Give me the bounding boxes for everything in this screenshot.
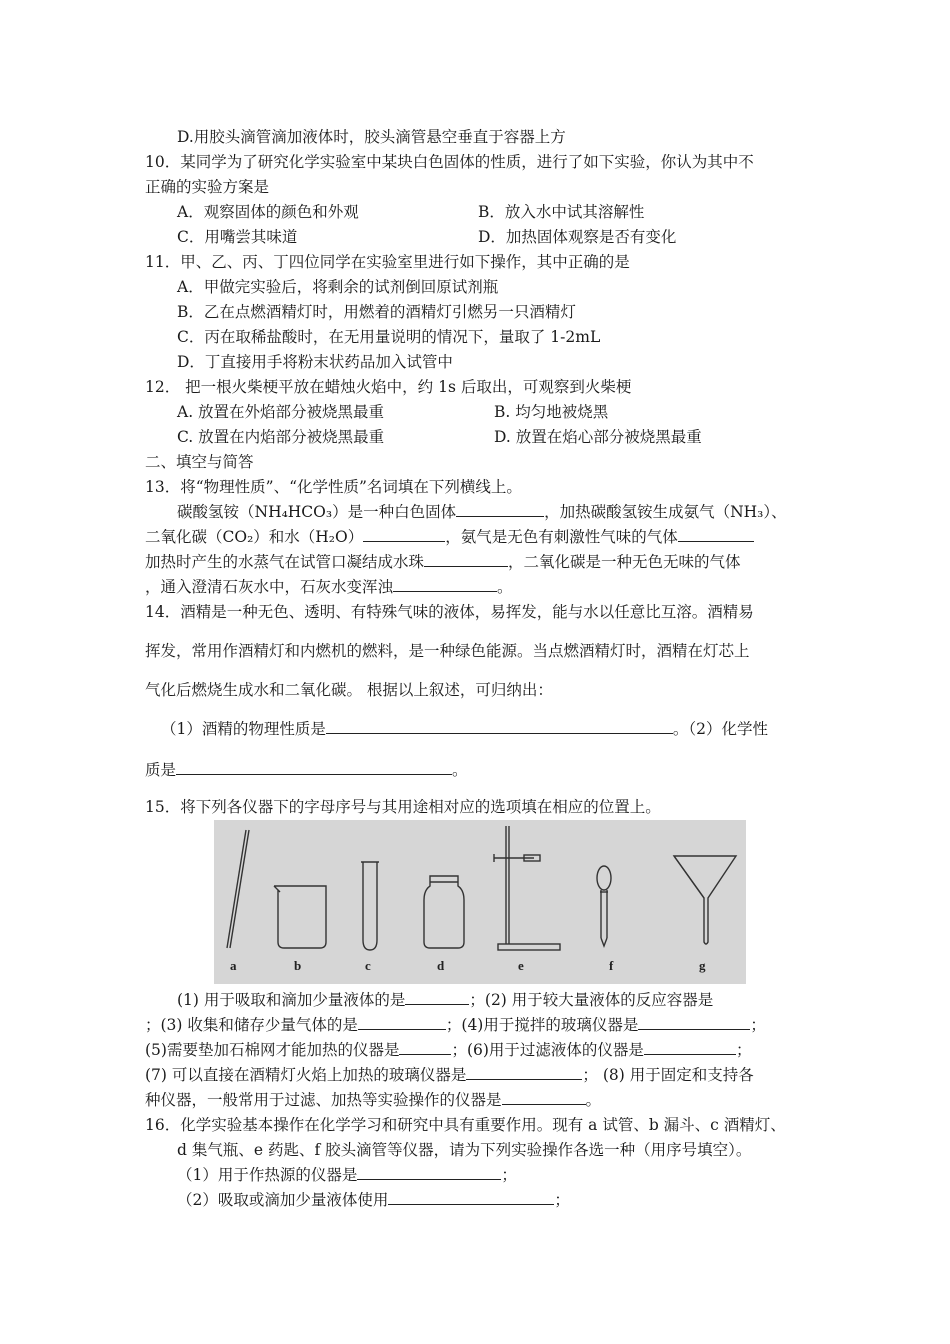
q13-text: ，通入澄清石灰水中，石灰水变浑浊 <box>145 578 394 596</box>
answer-blank[interactable] <box>326 719 673 734</box>
q12-option-c: C. 放置在内焰部分被烧黑最重 <box>177 428 385 446</box>
test-tube-icon <box>363 862 377 950</box>
answer-blank[interactable] <box>393 577 497 592</box>
answer-blank[interactable] <box>176 760 452 775</box>
lab-apparatus-figure <box>214 820 746 984</box>
iron-stand-icon <box>494 826 560 950</box>
q13-text: 二氧化碳（CO₂）和水（H₂O） <box>145 528 364 546</box>
q13-line-4 <box>145 577 513 597</box>
figure-label-b: b <box>294 958 302 973</box>
q10-option-c: C．用嘴尝其味道 <box>177 228 298 246</box>
answer-blank[interactable] <box>466 1065 582 1080</box>
q10-stem-cont: 正确的实验方案是 <box>145 178 270 196</box>
answer-blank[interactable] <box>405 990 469 1005</box>
answer-blank[interactable] <box>456 502 544 517</box>
q15-text: ； (8) 用于固定和支持各 <box>582 1066 754 1084</box>
q15-text: (7) 可以直接在酒精灯火焰上加热的玻璃仪器是 <box>145 1066 467 1084</box>
answer-blank[interactable] <box>424 552 508 567</box>
figure-label-d: d <box>437 958 445 973</box>
answer-blank[interactable] <box>363 527 445 542</box>
q15-text: ；(3) 收集和储存少量气体的是 <box>145 1016 358 1034</box>
q11-option-c: C．丙在取稀盐酸时，在无用量说明的情况下，量取了 1-2mL <box>177 328 601 346</box>
q15-line-5 <box>145 1090 601 1110</box>
q15-stem: 15．将下列各仪器下的字母序号与其用途相对应的选项填在相应的位置上。 <box>145 798 661 816</box>
q13-line-1 <box>177 502 787 522</box>
q14-part-1 <box>161 719 768 739</box>
q13-text: ，氨气是无色有刺激性气味的气体 <box>445 528 678 546</box>
figure-label-a: a <box>230 958 237 973</box>
answer-blank[interactable] <box>502 1090 586 1105</box>
section-heading: 二、填空与简答 <box>145 453 254 471</box>
q9-option-d: D.用胶头滴管滴加液体时，胶头滴管悬空垂直于容器上方 <box>177 128 566 146</box>
dropper-icon <box>597 866 611 946</box>
q11-option-a: A．甲做完实验后，将剩余的试剂倒回原试剂瓶 <box>177 278 499 296</box>
q12-option-a: A. 放置在外焰部分被烧黑最重 <box>177 403 385 421</box>
answer-blank[interactable] <box>358 1015 446 1030</box>
q13-line-3 <box>145 552 741 572</box>
q12-option-d: D. 放置在焰心部分被烧黑最重 <box>494 428 702 446</box>
answer-blank[interactable] <box>638 1015 750 1030</box>
q16-text: （1）用于作热源的仪器是 <box>177 1166 358 1184</box>
figure-label-f: f <box>609 958 614 973</box>
answer-blank[interactable] <box>357 1165 501 1180</box>
answer-blank[interactable] <box>678 527 754 542</box>
beaker-icon <box>274 886 326 948</box>
q10-stem: 10．某同学为了研究化学实验室中某块白色固体的性质，进行了如下实验，你认为其中不 <box>145 153 754 171</box>
q12-stem: 12． 把一根火柴梗平放在蜡烛火焰中，约 1s 后取出，可观察到火柴梗 <box>145 378 632 396</box>
answer-blank[interactable] <box>388 1190 554 1205</box>
q16-part-2 <box>177 1190 570 1210</box>
q14-stem-cont: 挥发，常用作酒精灯和内燃机的燃料，是一种绿色能源。当点燃酒精灯时，酒精在灯芯上 <box>145 642 750 660</box>
figure-label-c: c <box>365 958 371 973</box>
q13-stem: 13．将“物理性质”、“化学性质”名词填在下列横线上。 <box>145 478 522 496</box>
q14-stem: 14．酒精是一种无色、透明、有特殊气味的液体，易挥发，能与水以任意比互溶。酒精易 <box>145 603 754 621</box>
q15-text: ；(6)用于过滤液体的仪器是 <box>451 1041 644 1059</box>
q15-text: 种仪器，一般常用于过滤、加热等实验操作的仪器是 <box>145 1091 502 1109</box>
q14-text: 。（2）化学性 <box>672 720 768 738</box>
q11-option-d: D．丁直接用手将粉末状药品加入试管中 <box>177 353 453 371</box>
q15-text: ；(2) 用于较大量液体的反应容器是 <box>469 991 714 1009</box>
q15-text: (1) 用于吸取和滴加少量液体的是 <box>177 991 406 1009</box>
q15-text: (5)需要垫加石棉网才能加热的仪器是 <box>145 1041 400 1059</box>
gas-jar-icon <box>424 876 464 948</box>
figure-label-e: e <box>518 958 524 973</box>
q15-line-3 <box>145 1040 751 1060</box>
q13-text: ，二氧化碳是一种无色无味的气体 <box>508 553 741 571</box>
q16-text: ； <box>554 1191 570 1209</box>
answer-blank[interactable] <box>644 1040 736 1055</box>
q15-line-1 <box>177 990 713 1010</box>
q10-option-d: D．加热固体观察是否有变化 <box>478 228 677 246</box>
answer-blank[interactable] <box>399 1040 451 1055</box>
q14-part-2 <box>145 760 468 780</box>
q13-text: 加热时产生的水蒸气在试管口凝结成水珠 <box>145 553 425 571</box>
q10-option-b: B．放入水中试其溶解性 <box>478 203 645 221</box>
q13-line-2 <box>145 527 754 547</box>
q16-stem-cont: d 集气瓶、e 药匙、f 胶头滴管等仪器，请为下列实验操作各选一种（用序号填空）。 <box>177 1141 752 1159</box>
q14-text: 质是 <box>145 761 177 779</box>
glass-rod-icon <box>227 830 249 948</box>
q15-text: ； <box>735 1041 752 1059</box>
q14-text: （1）酒精的物理性质是 <box>161 720 326 738</box>
q15-text: ；(4)用于搅拌的玻璃仪器是 <box>445 1016 639 1034</box>
q15-text: ； <box>750 1016 766 1034</box>
q16-part-1 <box>177 1165 517 1185</box>
q16-stem: 16．化学实验基本操作在化学学习和研究中具有重要作用。现有 a 试管、b 漏斗、c 酒精灯、 <box>145 1116 786 1134</box>
q16-text: （2）吸取或滴加少量液体使用 <box>177 1191 389 1209</box>
q14-text: 。 <box>452 761 468 779</box>
q16-text: ； <box>501 1166 517 1184</box>
q10-option-a: A．观察固体的颜色和外观 <box>177 203 359 221</box>
q13-text: 。 <box>497 578 513 596</box>
q14-stem-cont: 气化后燃烧生成水和二氧化碳。 根据以上叙述，可归纳出： <box>145 681 553 699</box>
q12-option-b: B. 均匀地被烧黑 <box>494 403 609 421</box>
q15-line-2 <box>145 1015 766 1035</box>
q15-line-4 <box>145 1065 754 1085</box>
q15-text: 。 <box>585 1091 602 1109</box>
q11-stem: 11．甲、乙、丙、丁四位同学在实验室里进行如下操作，其中正确的是 <box>145 253 630 271</box>
q13-text: ，加热碳酸氢铵生成氨气（NH₃）、 <box>544 503 787 521</box>
q13-text: 碳酸氢铵（NH₄HCO₃）是一种白色固体 <box>177 503 457 521</box>
q11-option-b: B．乙在点燃酒精灯时，用燃着的酒精灯引燃另一只酒精灯 <box>177 303 576 321</box>
figure-label-g: g <box>699 958 706 973</box>
funnel-icon <box>674 856 736 944</box>
